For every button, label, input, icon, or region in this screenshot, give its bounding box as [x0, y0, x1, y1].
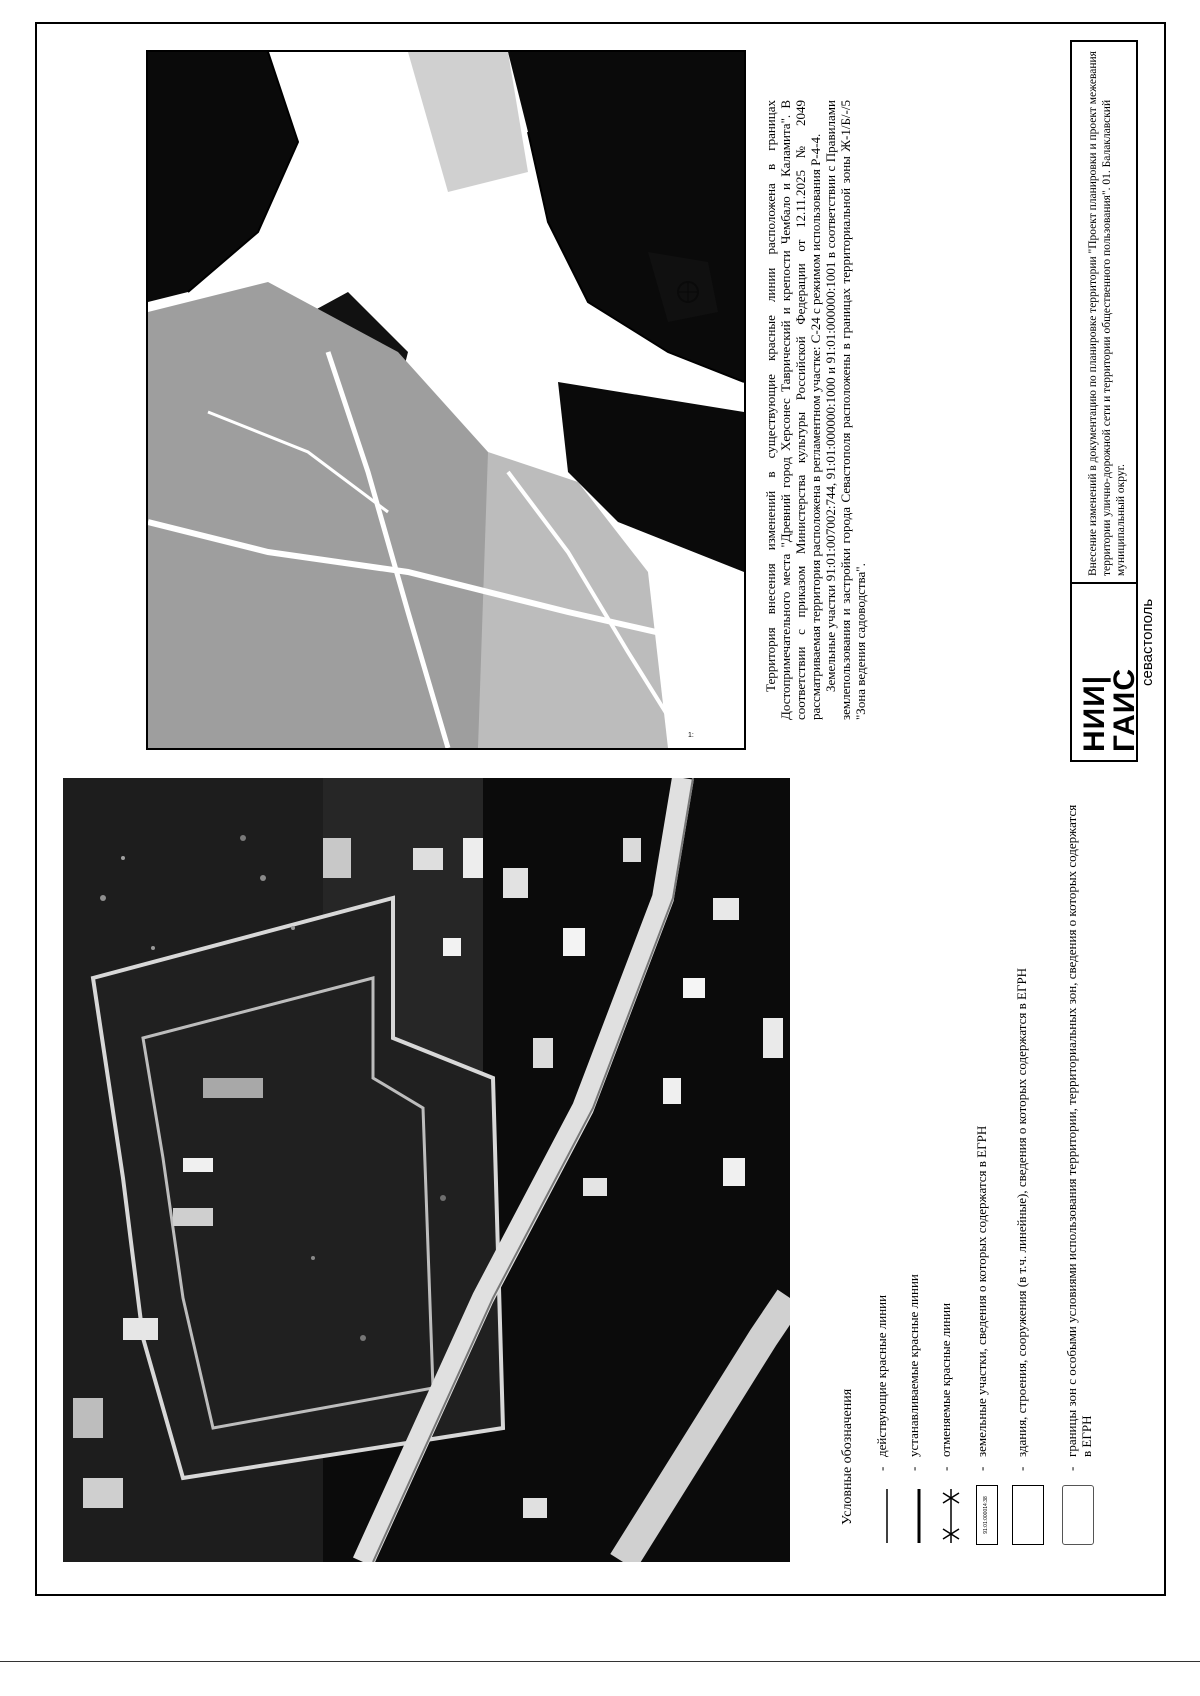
thin-line-icon: [870, 1485, 904, 1545]
building-box-icon: [1012, 1485, 1044, 1545]
page-bottom-rule: [0, 1661, 1200, 1662]
zone-box-icon: [1062, 1485, 1094, 1545]
legend-item-label: здания, строения, сооружения (в т.ч. линейные), сведения о которых содержатся в ЕГРН: [1014, 967, 1029, 1457]
title-block-project: [1070, 40, 1138, 582]
description-paragraph-1: Территория внесения изменений в существующие красные линии расположена в границах Достопримечательного места "Древний город Херсонес Таврический и крепости Чембало и Каламита". В соответствии с приказом Министерства культуры Российской Федерации от 12.11.2025 № 2049 рассматриваемая территория расположена в регламентном участке: С-24 с режимом использования Р-4-4.: [763, 100, 823, 720]
legend-item-label: границы зон с особыми условиями использования территории, территориальных зон, сведения о которых содержатся в ЕГРН: [1064, 804, 1094, 1457]
legend-item-new-red-lines: - устанавливаемые красные линии: [902, 785, 936, 1545]
legend-title: Условные обозначения: [840, 1388, 855, 1525]
legend-item-label: отменяемые красные линии: [938, 1302, 953, 1457]
legend-item-label: устанавливаемые красные линии: [906, 1274, 921, 1457]
legend-item-zone-boundaries: - границы зон с особыми условиями использования территории, территориальных зон, сведения о которых содержатся в ЕГРН: [1060, 785, 1100, 1545]
legend-item-buildings: - здания, строения, сооружения (в т.ч. линейные), сведения о которых содержатся в ЕГРН: [1010, 785, 1050, 1545]
legend-item-existing-red-lines: - действующие красные линии: [870, 785, 904, 1545]
parcel-label-icon: 91:01:000014:38: [976, 1485, 998, 1545]
thick-line-icon: [902, 1485, 936, 1545]
logo-subtitle: севастополь: [1139, 598, 1156, 686]
crossed-line-icon: [934, 1485, 968, 1545]
description: [763, 100, 868, 720]
description-paragraph-2: Земельные участки 91:01:007002:744, 91:01:000000:1000 и 91:01:000000:1001 в соответствии с Правилами землепользования и застройки города Севастополя расположены в границах территориальной зоны Ж-1/Б/-/5 "Зона ведения садоводства".: [823, 100, 868, 720]
map-scale-marker: 1:: [688, 732, 694, 739]
legend-item-label: действующие красные линии: [874, 1294, 889, 1457]
project-title: Внесение изменений в документацию по планировке территории "Проект планировки и проект межевания территории улично-дорожной сети и территории общественного пользования". 01. Балаклавский муниципальный округ.: [1087, 51, 1127, 576]
legend: [840, 785, 1120, 1545]
legend-item-label: земельные участки, сведения о которых содержатся в ЕГРН: [974, 1125, 989, 1457]
logo-main: НИИ|ГАИС: [1078, 667, 1141, 752]
aerial-photo: [63, 778, 790, 1562]
legend-item-cancelled-red-lines: - отменяемые красные линии: [934, 785, 968, 1545]
site-location-map: [146, 50, 746, 750]
title-block-logo: [1070, 582, 1156, 762]
legend-item-land-parcels: 91:01:000014:38 - земельные участки, сведения о которых содержатся в ЕГРН: [970, 785, 1004, 1545]
